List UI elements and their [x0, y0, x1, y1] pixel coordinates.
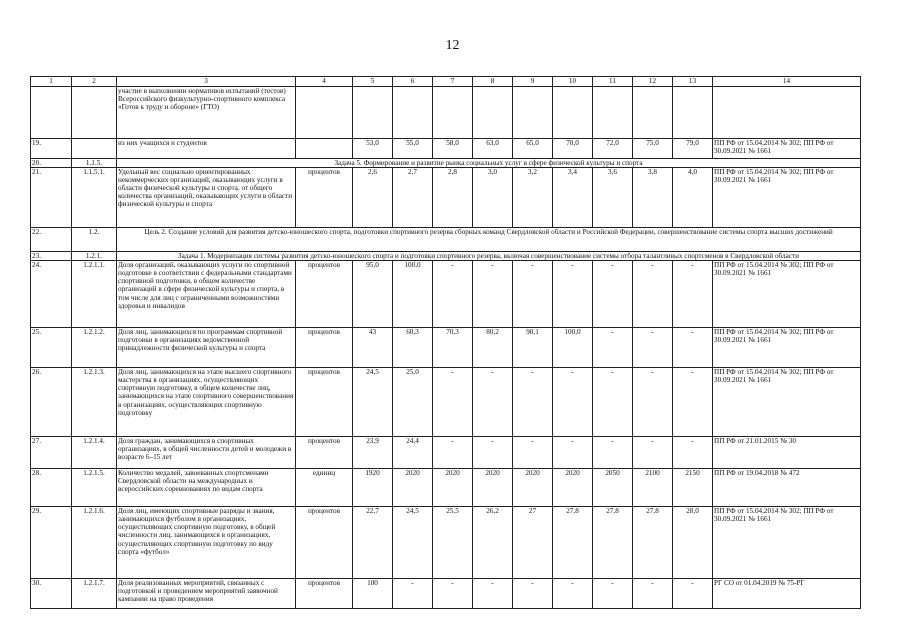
- value-cell: 28,0: [673, 507, 713, 579]
- value-cell: 2020: [433, 469, 473, 507]
- value-cell: 24,5: [353, 368, 393, 437]
- row-number-cell: 25.: [31, 328, 72, 368]
- value-cell: -: [473, 368, 513, 437]
- header-cell: 6: [393, 77, 433, 87]
- value-cell: 100: [353, 579, 393, 609]
- row-code-cell: [72, 87, 117, 139]
- header-cell: 5: [353, 77, 393, 87]
- legal-basis-cell: ПП РФ от 15.04.2014 № 302; ПП РФ от 30.09.2021 № 1661: [713, 368, 861, 437]
- value-cell: -: [593, 437, 633, 469]
- table-row: [31, 437, 861, 469]
- value-cell: 26,2: [473, 507, 513, 579]
- row-code-cell: [72, 139, 117, 159]
- row-number-cell: 19.: [31, 139, 72, 159]
- indicator-name-cell: Доля лиц, занимающихся на этапе высшего спортивного мастерства в организациях, осуществляющих спортивную подготовку, в общем количестве лиц, занимающихся на этапе спортивного совершенствования в организациях, осуществляющих спортивную подготовку: [117, 368, 296, 437]
- value-cell: 2,6: [353, 168, 393, 228]
- legal-basis-cell: ПП РФ от 21.01.2015 № 30: [713, 437, 861, 469]
- indicator-name-cell: Доля организаций, оказывающих услуги по спортивной подготовке в соответствии с федеральными стандартами спортивной подготовки, в общем количестве организаций в сфере физической культуры и спорта, в том числе для лиц с ограниченными возможностями здоровья и инвалидов: [117, 261, 296, 328]
- header-row: [31, 77, 861, 87]
- value-cell: -: [553, 368, 593, 437]
- unit-cell: процентов: [296, 507, 353, 579]
- header-cell: 13: [673, 77, 713, 87]
- value-cell: -: [673, 437, 713, 469]
- value-cell: 4,0: [673, 168, 713, 228]
- row-code-cell: 1.2.1.5.: [72, 469, 117, 507]
- value-cell: 70,0: [553, 139, 593, 159]
- value-cell: 65,0: [513, 139, 553, 159]
- value-cell: -: [633, 261, 673, 328]
- header-cell: 11: [593, 77, 633, 87]
- value-cell: 2050: [593, 469, 633, 507]
- value-cell: 2100: [633, 469, 673, 507]
- table-row: [31, 507, 861, 579]
- section-row: [31, 228, 861, 252]
- value-cell: 24,4: [393, 437, 433, 469]
- value-cell: 1920: [353, 469, 393, 507]
- value-cell: 100,0: [393, 261, 433, 328]
- value-cell: 2020: [393, 469, 433, 507]
- value-cell: -: [593, 261, 633, 328]
- unit-cell: процентов: [296, 579, 353, 609]
- value-cell: 43: [353, 328, 393, 368]
- value-cell: [673, 87, 713, 139]
- value-cell: 25,5: [433, 507, 473, 579]
- value-cell: -: [673, 328, 713, 368]
- value-cell: -: [633, 328, 673, 368]
- legal-basis-cell: РГ СО от 01.04.2019 № 75-РГ: [713, 579, 861, 609]
- value-cell: 27,8: [553, 507, 593, 579]
- legal-basis-cell: ПП РФ от 15.04.2014 № 302; ПП РФ от 30.09.2021 № 1661: [713, 168, 861, 228]
- value-cell: -: [473, 261, 513, 328]
- section-title-cell: Цель 2. Создание условий для развития детско-юношеского спорта, подготовки спортивного резерва сборных команд Свердловской области и Российской Федерации, совершенствование системы спорта высших достижений: [117, 228, 861, 252]
- row-number-cell: 21.: [31, 168, 72, 228]
- value-cell: -: [593, 579, 633, 609]
- indicator-name-cell: Количество медалей, завоеванных спортсменами Свердловской области на международных и всероссийских соревнованиях по видам спорта: [117, 469, 296, 507]
- value-cell: 72,0: [593, 139, 633, 159]
- value-cell: 3,2: [513, 168, 553, 228]
- indicator-name-cell: Удельный вес социально ориентированных некоммерческих организаций, оказывающих услуги в области физической культуры и спорта, от общего количества организаций, оказывающих услуги в области физической культуры и спорта: [117, 168, 296, 228]
- legal-basis-cell: ПП РФ от 15.04.2014 № 302; ПП РФ от 30.09.2021 № 1661: [713, 261, 861, 328]
- value-cell: 27: [513, 507, 553, 579]
- unit-cell: [296, 87, 353, 139]
- value-cell: 2,8: [433, 168, 473, 228]
- value-cell: [513, 87, 553, 139]
- value-cell: -: [673, 261, 713, 328]
- value-cell: -: [433, 368, 473, 437]
- value-cell: [393, 87, 433, 139]
- header-cell: 4: [296, 77, 353, 87]
- value-cell: 80,2: [473, 328, 513, 368]
- row-number-cell: [31, 87, 72, 139]
- value-cell: [633, 87, 673, 139]
- value-cell: 63,0: [473, 139, 513, 159]
- value-cell: -: [433, 579, 473, 609]
- header-cell: 12: [633, 77, 673, 87]
- value-cell: -: [633, 437, 673, 469]
- value-cell: 3,6: [593, 168, 633, 228]
- value-cell: 3,0: [473, 168, 513, 228]
- legal-basis-cell: ПП РФ от 15.04.2014 № 302; ПП РФ от 30.09.2021 № 1661: [713, 328, 861, 368]
- table-row: [31, 368, 861, 437]
- value-cell: 27,8: [633, 507, 673, 579]
- value-cell: [553, 87, 593, 139]
- legal-basis-cell: ПП РФ от 15.04.2014 № 302; ПП РФ от 30.09.2021 № 1661: [713, 507, 861, 579]
- indicator-name-cell: Доля лиц, занимающихся по программам спортивной подготовки в организациях ведомственной принадлежности физической культуры и спорта: [117, 328, 296, 368]
- value-cell: -: [473, 437, 513, 469]
- legal-basis-cell: ПП РФ от 15.04.2014 № 302; ПП РФ от 30.09.2021 № 1661: [713, 139, 861, 159]
- row-number-cell: 27.: [31, 437, 72, 469]
- row-code-cell: 1.2.1.: [72, 252, 117, 261]
- section-title-cell: Задача 5. Формирование и развитие рынка социальных услуг в сфере физической культуры и спорта: [117, 159, 861, 168]
- table-row: [31, 168, 861, 228]
- value-cell: -: [673, 368, 713, 437]
- unit-cell: процентов: [296, 261, 353, 328]
- value-cell: 2020: [553, 469, 593, 507]
- value-cell: -: [513, 437, 553, 469]
- indicator-name-cell: Доля лиц, имеющих спортивные разряды и звания, занимающихся футболом в организациях, осуществляющих спортивную подготовку, в общей численности лиц, занимающихся в организациях, осуществляющих спортивную подготовку по виду спорта «футбол»: [117, 507, 296, 579]
- header-cell: 1: [31, 77, 72, 87]
- value-cell: 2150: [673, 469, 713, 507]
- value-cell: 24,5: [393, 507, 433, 579]
- value-cell: -: [553, 437, 593, 469]
- row-number-cell: 22.: [31, 228, 72, 252]
- indicator-name-cell: Доля граждан, занимающихся в спортивных организациях, в общей численности детей и молодежи в возрасте 6–15 лет: [117, 437, 296, 469]
- value-cell: -: [513, 261, 553, 328]
- value-cell: -: [433, 437, 473, 469]
- indicator-name-cell: Доля реализованных мероприятий, связанных с подготовкой и проведением мероприятий заявочной кампании на право проведения: [117, 579, 296, 609]
- row-code-cell: 1.1.5.1.: [72, 168, 117, 228]
- table-row: [31, 579, 861, 609]
- value-cell: 25,0: [393, 368, 433, 437]
- section-title-cell: Задача 1. Модернизация системы развития детско-юношеского спорта и подготовки спортивного резерва, включая совершенствование системы отбора талантливых спортсменов в Свердловской области: [117, 252, 861, 261]
- value-cell: -: [673, 579, 713, 609]
- value-cell: 23,9: [353, 437, 393, 469]
- value-cell: 53,0: [353, 139, 393, 159]
- value-cell: 90,1: [513, 328, 553, 368]
- table-row: [31, 469, 861, 507]
- value-cell: 79,0: [673, 139, 713, 159]
- value-cell: -: [633, 579, 673, 609]
- value-cell: -: [393, 579, 433, 609]
- row-code-cell: 1.2.1.3.: [72, 368, 117, 437]
- value-cell: -: [473, 579, 513, 609]
- table-row: [31, 261, 861, 328]
- value-cell: [593, 87, 633, 139]
- indicators-table: [30, 76, 861, 609]
- row-number-cell: 23.: [31, 252, 72, 261]
- value-cell: 70,3: [433, 328, 473, 368]
- row-code-cell: 1.2.: [72, 228, 117, 252]
- value-cell: -: [633, 368, 673, 437]
- value-cell: 100,0: [553, 328, 593, 368]
- value-cell: 58,0: [433, 139, 473, 159]
- value-cell: [473, 87, 513, 139]
- table-row: [31, 139, 861, 159]
- legal-basis-cell: ПП РФ от 19.04.2018 № 472: [713, 469, 861, 507]
- header-cell: 14: [713, 77, 861, 87]
- header-cell: 3: [117, 77, 296, 87]
- value-cell: [433, 87, 473, 139]
- row-code-cell: 1.2.1.2.: [72, 328, 117, 368]
- row-code-cell: 1.1.5.: [72, 159, 117, 168]
- row-number-cell: 29.: [31, 507, 72, 579]
- unit-cell: [296, 139, 353, 159]
- value-cell: 2020: [513, 469, 553, 507]
- value-cell: -: [553, 579, 593, 609]
- value-cell: 3,8: [633, 168, 673, 228]
- header-cell: 8: [473, 77, 513, 87]
- value-cell: -: [433, 261, 473, 328]
- row-number-cell: 26.: [31, 368, 72, 437]
- value-cell: 55,0: [393, 139, 433, 159]
- unit-cell: процентов: [296, 368, 353, 437]
- value-cell: 27,8: [593, 507, 633, 579]
- value-cell: -: [513, 368, 553, 437]
- header-cell: 2: [72, 77, 117, 87]
- unit-cell: единиц: [296, 469, 353, 507]
- row-number-cell: 20.: [31, 159, 72, 168]
- unit-cell: процентов: [296, 437, 353, 469]
- value-cell: 2020: [473, 469, 513, 507]
- header-cell: 7: [433, 77, 473, 87]
- indicator-name-cell: участие в выполнении нормативов испытаний (тестов) Всероссийского физкультурно-спортивного комплекса «Готов к труду и обороне» (ГТО): [117, 87, 296, 139]
- table-row: [31, 87, 861, 139]
- value-cell: -: [593, 368, 633, 437]
- section-row: [31, 252, 861, 261]
- legal-basis-cell: [713, 87, 861, 139]
- row-code-cell: 1.2.1.7.: [72, 579, 117, 609]
- value-cell: -: [553, 261, 593, 328]
- value-cell: [353, 87, 393, 139]
- page-number: 12: [445, 38, 460, 53]
- value-cell: 2,7: [393, 168, 433, 228]
- unit-cell: процентов: [296, 168, 353, 228]
- value-cell: -: [513, 579, 553, 609]
- value-cell: 95,0: [353, 261, 393, 328]
- value-cell: 75,0: [633, 139, 673, 159]
- row-number-cell: 28.: [31, 469, 72, 507]
- header-cell: 10: [553, 77, 593, 87]
- row-number-cell: 24.: [31, 261, 72, 328]
- row-code-cell: 1.2.1.1.: [72, 261, 117, 328]
- table-row: [31, 328, 861, 368]
- value-cell: 22,7: [353, 507, 393, 579]
- value-cell: 60,3: [393, 328, 433, 368]
- indicator-name-cell: из них учащихся и студентов: [117, 139, 296, 159]
- section-row: [31, 159, 861, 168]
- value-cell: 3,4: [553, 168, 593, 228]
- value-cell: -: [593, 328, 633, 368]
- row-code-cell: 1.2.1.4.: [72, 437, 117, 469]
- row-number-cell: 30.: [31, 579, 72, 609]
- unit-cell: процентов: [296, 328, 353, 368]
- row-code-cell: 1.2.1.6.: [72, 507, 117, 579]
- header-cell: 9: [513, 77, 553, 87]
